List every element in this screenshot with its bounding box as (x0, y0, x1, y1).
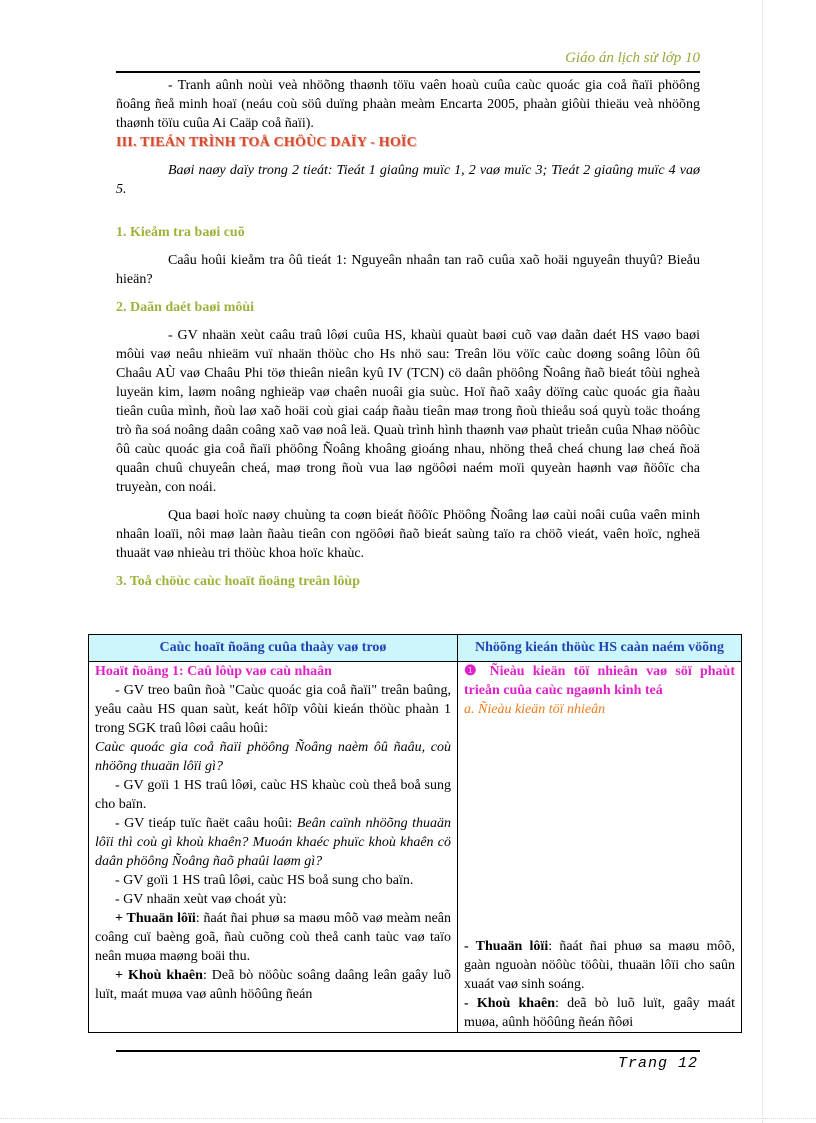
knowledge-section-title (464, 662, 735, 700)
header-title: Giáo án lịch sử lớp 10 (565, 50, 700, 66)
lesson-summary-paragraph: Qua baøi hoïc naøy chuùng ta coøn bieát ñöôïc Phöông Ñoâng laø caùi noâi cuûa vaên minh nhaân loaïi, nôi maø laàn ñaàu tieân con ngöôøi ñaõ bieát saùng taïo ra chöõ vieát, vaên hoïc, ngheä thuaät vaø nhieàu tri thöùc khoa hoïc khaùc. (116, 508, 700, 561)
activities-table (88, 634, 742, 1033)
page-border-dotted-right (762, 0, 763, 1123)
knowledge-section-title-text: Ñieàu kieän töï nhieân vaø söï phaùt trieån cuûa caùc ngaønh kinh teá (464, 664, 735, 698)
activity-step: - GV goïi 1 HS traû lôøi, caùc HS khaùc coù theå boå sung cho baïn. (95, 778, 451, 812)
page-body (116, 76, 700, 591)
knowledge-advantages (464, 937, 735, 994)
advantages-label: + Thuaän lôïi (115, 911, 196, 926)
numbered-circle-icon: ❶ (464, 664, 482, 679)
lesson-plan-text: Baøi naøy daïy trong 2 tieát: Tieát 1 giaûng muïc 1, 2 vaø muïc 3; Tieát 2 giaûng muïc 4 vaø 5. (116, 163, 700, 197)
blank-space (464, 719, 735, 937)
table-header-row (89, 635, 742, 662)
page-number: Trang 12 (617, 1055, 698, 1072)
activity-step-lead: - GV tieáp tuïc ñaët caâu hoûi: (115, 816, 293, 831)
subheading-review: 1. Kieåm tra baøi cuõ (116, 225, 245, 240)
activity-step (95, 814, 451, 871)
activity-step: - GV goïi 1 HS traû lôøi, caùc HS boå sung cho baïn. (115, 873, 414, 888)
table-header-activities: Caùc hoaït ñoäng cuûa thaày vaø troø (89, 635, 458, 662)
subheading-activities: 3. Toå chöùc caùc hoaït ñoäng treân lôùp (116, 574, 361, 589)
activity-title: Hoaït ñoäng 1: Caû lôùp vaø caù nhaân (95, 664, 332, 679)
knowledge-difficulties-body: : deã bò luõ luït, gaây maát muøa, aûnh höôûng ñeán ñôøi (464, 996, 736, 1030)
activity-question: Caùc quoác gia coå ñaïi phöông Ñoâng naèm ôû ñaâu, coù nhöõng thuaän lôïi gì? (95, 740, 451, 774)
header-rule (116, 71, 700, 73)
difficulties-body: : Deã bò nöôùc soâng daâng leân gaây luõ luït, maát muøa vaø aûnh höôûng ñeán (95, 968, 451, 1002)
page-border-dotted-bottom (0, 1118, 816, 1119)
table-row (89, 662, 742, 1033)
knowledge-difficulties (464, 994, 735, 1032)
knowledge-cell (458, 662, 742, 1033)
knowledge-advantages-body: : ñaát ñai phuø sa maøu môõ, gaàn nguoàn nöôùc töôùi, thuaän lôïi cho saûn xuaát vaø sinh soáng. (464, 939, 735, 992)
difficulties-text (95, 966, 451, 1004)
advantages-body: : ñaát ñai phuø sa maøu môõ vaø meàm neân coâng cuï baèng goã, ñaù cuõng coù theå canh taùc vaø taïo neân muøa maøng boäi thu. (95, 911, 451, 964)
knowledge-subheading: a. Ñieàu kieän töï nhieân (464, 702, 606, 717)
activity-step: - GV nhaän xeùt vaø choát yù: (115, 892, 287, 907)
subheading-introduction: 2. Daãn daét baøi môùi (116, 300, 255, 315)
activity-step: - GV treo baûn ñoà "Caùc quoác gia coå ñaïi" treân baûng, yeâu caàu HS quan saùt, keát hôïp vôùi kieán thöùc phaàn 1 trong SGK traû lôøi caâu hoûi: (95, 683, 451, 736)
activity-question: Beân caïnh nhöõng thuaän lôïi thì coù gì khoù khaên? Muoán khaéc phuïc khoù khaên cö daân phöông Ñoâng ñaõ phaûi laøm gì? (95, 816, 451, 869)
introduction-paragraph: - GV nhaän xeùt caâu traû lôøi cuûa HS, khaùi quaùt baøi cuõ vaø daãn daét HS vaøo baøi môùi vaø neâu nhieäm vuï nhaän thöùc cho Hs nhö sau: Treân löu vöïc caùc doøng soâng lôùn ôû Chaâu AÙ vaø Chaâu Phi töø thieân nieân kyû IV (TCN) cö daân phöông Ñoâng ñaõ bieát tôùi ngheà luyeän kim, laøm noâng nghieäp vaø chaên nuoâi gia suùc. Hoï ñaõ xaây döïng caùc quoác gia ñaàu tieân cuûa mình, ñoù laø xaõ hoäi coù giai caáp ñaàu tieân maø trong ñoù thieåu soá quyù toäc thoáng trò ña soá noâng daân coâng xaõ vaø noâ leä. Quaù trình hình thaønh vaø phaùt trieån cuûa Nhaø nöôùc ôû caùc quoác gia coå ñaïi phöông Ñoâng khoâng gioáng nhau, nhöng theå cheá chung laø cheá ñoä quaân chuû chuyeân cheá, maø trong ñoù vua laø ngöôøi naém moïi quyeàn haønh vaø ñöôïc cha truyeàn, con noái. (116, 328, 700, 495)
knowledge-difficulties-label: - Khoù khaên (464, 996, 556, 1011)
activities-cell (89, 662, 458, 1033)
advantages-text (95, 909, 451, 966)
section-title: III. TIEÁN TRÌNH TOÅ CHÖÙC DAÏY - HOÏC (116, 135, 417, 150)
knowledge-advantages-label: - Thuaän lôïi (464, 939, 549, 954)
table-header-knowledge: Nhöõng kieán thöùc HS caàn naém vöõng (458, 635, 742, 662)
intro-paragraph: - Tranh aûnh noùi veà nhöõng thaønh töïu vaên hoaù cuûa caùc quoác gia coå ñaïi phöông ñoâng ñeå minh hoaï (neáu coù söû duïng phaàn meàm Encarta 2005, phaàn giôùi thieäu veà nhöõng thaønh töïu cuûa Ai Caäp coå ñaïi). (116, 78, 700, 131)
review-question-paragraph: Caâu hoûi kieåm tra ôû tieát 1: Nguyeân nhaân tan raõ cuûa xaõ hoäi nguyeân thuyû? Bieåu hieän? (116, 253, 700, 287)
footer-rule (116, 1050, 700, 1052)
difficulties-label: + Khoù khaên (115, 968, 203, 983)
